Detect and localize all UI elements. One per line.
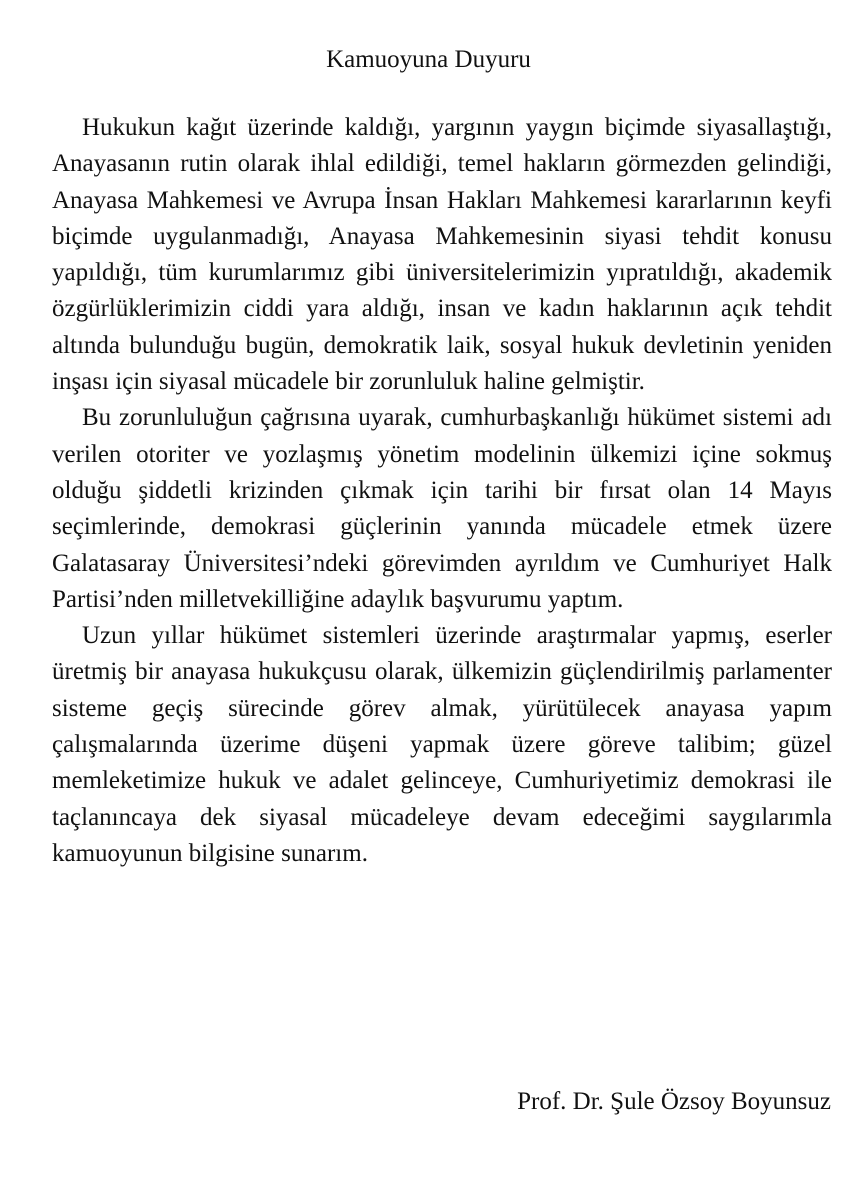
paragraph-1: Hukukun kağıt üzerinde kaldığı, yargının yaygın biçimde siyasallaştığı, Anayasanın rutin olarak ihlal edildiği, temel hakların görmezden gelindiği, Anayasa Mahkemesi ve Avrupa İnsan Hakları Mahkemesi kararlarının keyfi biçimde uygulanmadığı, Anayasa Mahkemesinin siyasi tehdit konusu yapıldığı, tüm kurumlarımız gibi üniversitelerimizin yıpratıldığı, akademik özgürlüklerimizin ciddi yara aldığı, insan ve kadın haklarının açık tehdit altında bulunduğu bugün, demokratik laik, sosyal hukuk devletinin yeniden inşası için siyasal mücadele bir zorunluluk haline gelmiştir. bbox=[52, 114, 832, 396]
paragraph-3: Uzun yıllar hükümet sistemleri üzerinde araştırmalar yapmış, eserler üretmiş bir anayasa hukukçusu olarak, ülkemizin güçlendirilmiş parlamenter sisteme geçiş sürecinde görev almak, yürütülecek anayasa yapım çalışmalarında üzerime düşeni yapmak üzere göreve talibim; güzel memleketimize hukuk ve adalet gelinceye, Cumhuriyetimiz demokrasi ile taçlanıncaya dek siyasal mücadeleye devam edeceğimi saygılarımla kamuoyunun bilgisine sunarım. bbox=[52, 622, 832, 867]
paragraph-2: Bu zorunluluğun çağrısına uyarak, cumhurbaşkanlığı hükümet sistemi adı verilen otoriter ve yozlaşmış yönetim modelinin ülkemizi içine sokmuş olduğu şiddetli krizinden çıkmak için tarihi bir fırsat olan 14 Mayıs seçimlerinde, demokrasi güçlerinin yanında mücadele etmek üzere Galatasaray Üniversitesi’ndeki görevimden ayrıldım ve Cumhuriyet Halk Partisi’nden milletvekilliğine adaylık başvurumu yaptım. bbox=[52, 404, 832, 613]
signature: Prof. Dr. Şule Özsoy Boyunsuz bbox=[517, 1088, 831, 1115]
document-title: Kamuoyuna Duyuru bbox=[326, 46, 531, 73]
document-body bbox=[52, 110, 832, 872]
